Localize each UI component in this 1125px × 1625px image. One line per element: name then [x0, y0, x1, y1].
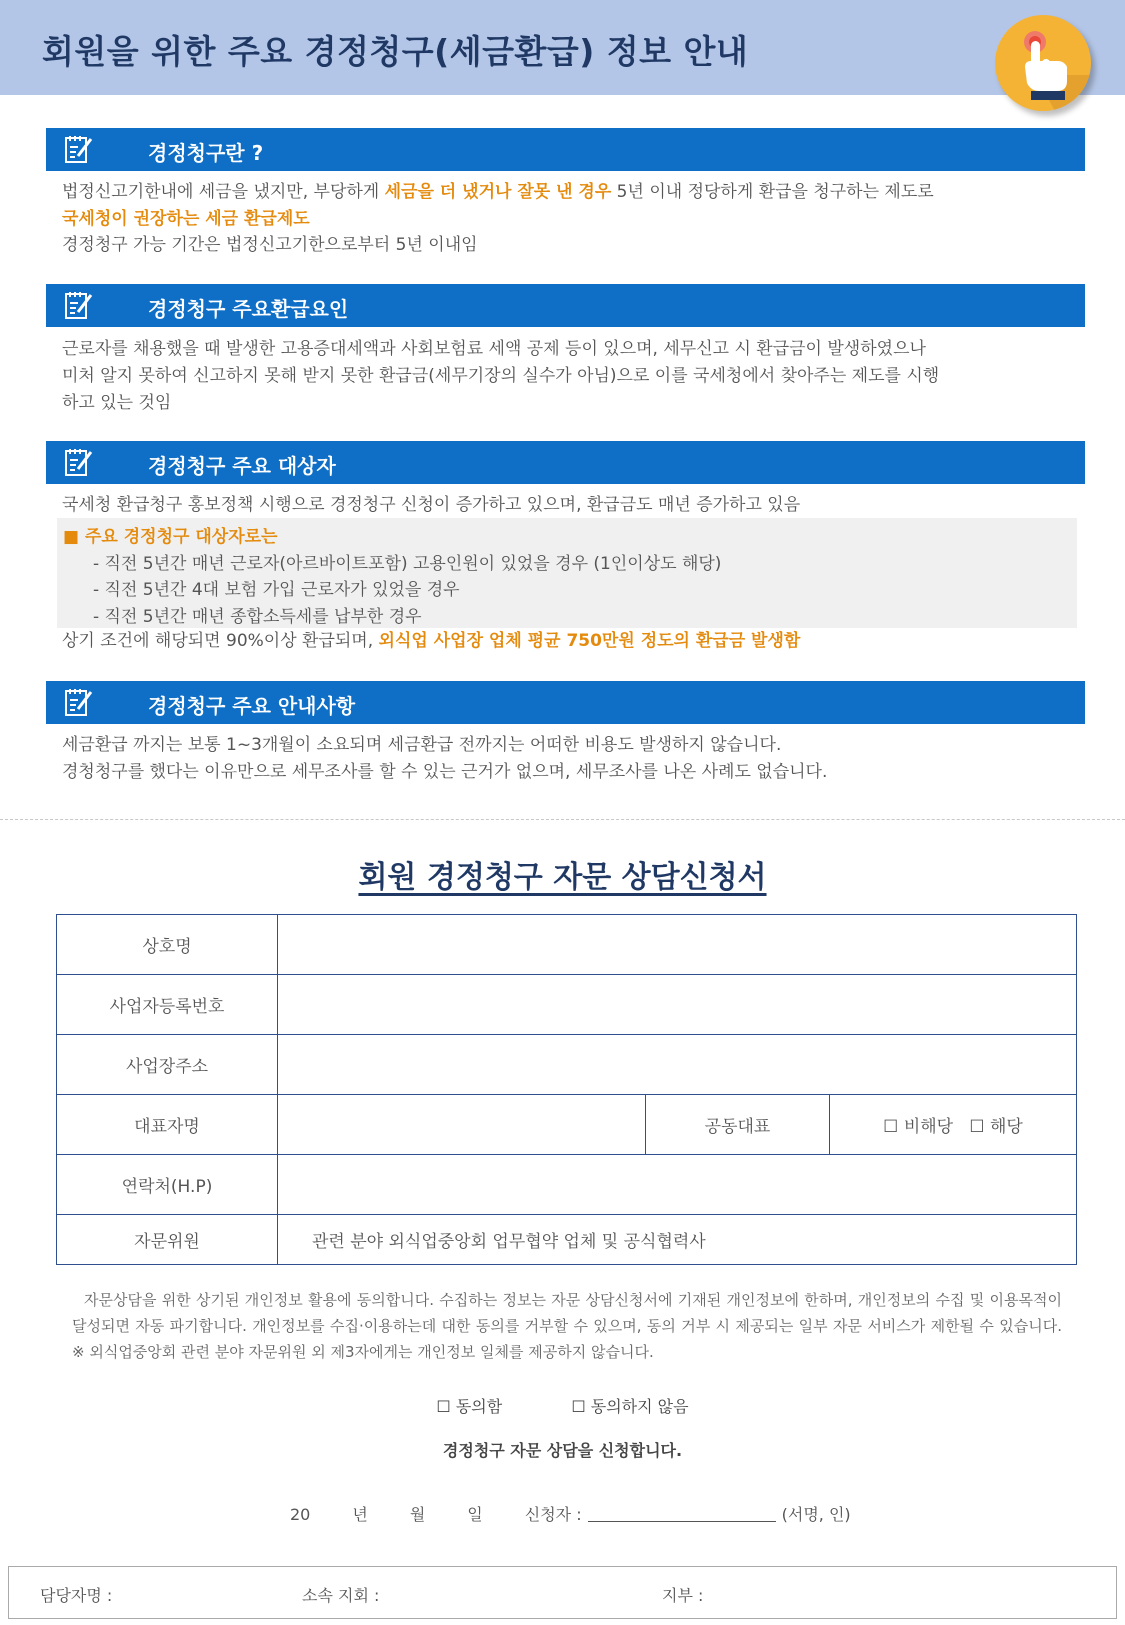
section-text: 국세청 환급청구 홍보정책 시행으로 경정청구 신청이 증가하고 있으며, 환급금도 매년 증가하고 있음: [62, 495, 801, 515]
applicant-label: 신청자 :: [524, 1505, 582, 1524]
apply-statement: 경정청구 자문 상담을 신청합니다.: [442, 1441, 683, 1460]
company-name-field[interactable]: [278, 915, 1077, 975]
signature-field[interactable]: [588, 1521, 776, 1522]
box-title: ■ 주요 경정청구 대상자로는: [63, 527, 278, 547]
label-contact: 연락처(H.P): [57, 1155, 278, 1215]
pointing-hand-icon: [995, 15, 1091, 111]
target-conditions-box: [57, 518, 1077, 628]
section-title: 경정청구 주요 안내사항: [148, 694, 356, 718]
page-header: [0, 0, 1125, 95]
year-label: 년: [352, 1505, 368, 1524]
label-co-representative: 공동대표: [646, 1095, 830, 1155]
business-address-field[interactable]: [278, 1035, 1077, 1095]
section-text: 미처 알지 못하여 신고하지 못해 받지 못한 환급금(세무기장의 실수가 아님)으로 이를 국세청에서 찾아주는 제도를 시행: [62, 366, 940, 386]
section-title: 경정청구 주요환급요인: [148, 297, 349, 321]
consent-text: 자문상담을 위한 상기된 개인정보 활용에 동의합니다. 수집하는 정보는 자문 상담신청서에 기재된 개인정보에 한하며, 개인정보의 수집 및 이용목적이 달성되면 자동 파기합니다. 개인정보를 수집·이용하는데 대한 동의를 거부할 수 있으며, 동의 거부 시 제공되는 일부 자문 서비스가 제한될 수 있습니다. ※ 외식업중앙회 관련 분야 자문위원 외 제3자에게는 개인정보 일체를 제공하지 않습니다.: [72, 1291, 1062, 1361]
sub-branch-label: 지부 :: [662, 1586, 704, 1605]
label-representative: 대표자명: [57, 1095, 278, 1155]
sign-note: (서명, 인): [781, 1505, 851, 1524]
agree-checkbox[interactable]: ☐ 동의함: [436, 1397, 503, 1416]
section-text: [62, 628, 800, 655]
applicable-checkbox[interactable]: ☐ 해당: [969, 1117, 1023, 1137]
not-applicable-checkbox[interactable]: ☐ 비해당: [883, 1117, 954, 1137]
contact-field[interactable]: [278, 1155, 1077, 1215]
section-header-what-is: [46, 128, 1085, 171]
disagree-checkbox[interactable]: ☐ 동의하지 않음: [571, 1397, 689, 1416]
day-label: 일: [467, 1505, 483, 1524]
section-text: 근로자를 채용했을 때 발생한 고용증대세액과 사회보험료 세액 공제 등이 있으며, 세무신고 시 환급금이 발생하였으나: [62, 339, 926, 359]
section-text: 하고 있는 것임: [62, 393, 172, 413]
label-business-reg-no: 사업자등록번호: [57, 975, 278, 1035]
table-row: [57, 1035, 1077, 1095]
branch-label: 소속 지회 :: [302, 1586, 380, 1605]
table-row: [57, 1155, 1077, 1215]
list-item: - 직전 5년간 4대 보험 가입 근로자가 있었을 경우: [93, 580, 460, 600]
list-item: - 직전 5년간 매년 종합소득세를 납부한 경우: [93, 607, 422, 627]
advisor-value: 관련 분야 외식업중앙회 업무협약 업체 및 공식협력사: [278, 1215, 1077, 1265]
section-header-refund-factors: [46, 284, 1085, 327]
label-business-address: 사업장주소: [57, 1035, 278, 1095]
business-reg-no-field[interactable]: [278, 975, 1077, 1035]
text-run: 상기 조건에 해당되면 90%이상 환급되며,: [62, 631, 379, 651]
month-label: 월: [409, 1505, 426, 1524]
text-run: 5년 이내 정당하게 환급을 청구하는 제도로: [611, 182, 934, 202]
form-title: [0, 852, 1125, 896]
co-representative-options: [830, 1095, 1077, 1155]
representative-field[interactable]: [278, 1095, 646, 1155]
section-text: 경청청구를 했다는 이유만으로 세무조사를 할 수 있는 근거가 없으며, 세무조사를 나온 사례도 없습니다.: [62, 762, 828, 782]
table-row: [57, 915, 1077, 975]
section-title: 경정청구 주요 대상자: [148, 454, 336, 478]
staff-footer-box: [8, 1566, 1117, 1619]
year-prefix: 20: [290, 1505, 311, 1524]
divider: [0, 819, 1125, 820]
manager-label: 담당자명 :: [40, 1586, 113, 1605]
table-row: [57, 975, 1077, 1035]
consent-options: [0, 1394, 1125, 1417]
section-header-notices: [46, 681, 1085, 724]
date-signature-line: [290, 1502, 851, 1525]
notepad-edit-icon: [63, 133, 95, 165]
highlight-text: 외식업 사업장 업체 평균 750만원 정도의 환급금 발생함: [378, 631, 801, 651]
label-company-name: 상호명: [57, 915, 278, 975]
notepad-edit-icon: [63, 289, 95, 321]
table-row: [57, 1215, 1077, 1265]
label-advisor: 자문위원: [57, 1215, 278, 1265]
highlight-text: 세금을 더 냈거나 잘못 낸 경우: [384, 182, 612, 202]
section-text: 경정청구 가능 기간은 법정신고기한으로부터 5년 이내임: [62, 235, 478, 255]
text-run: 법정신고기한내에 세금을 냈지만, 부당하게: [62, 182, 385, 202]
form-title-text: 회원 경정청구 자문 상담신청서: [358, 860, 767, 895]
page-title: 회원을 위한 주요 경정청구(세금환급) 정보 안내: [42, 32, 749, 71]
notepad-edit-icon: [63, 446, 95, 478]
table-row: [57, 1095, 1077, 1155]
application-form-table: [56, 914, 1077, 1265]
highlight-text: 국세청이 권장하는 세금 환급제도: [62, 209, 310, 229]
notepad-edit-icon: [63, 686, 95, 718]
section-header-targets: [46, 441, 1085, 484]
section-text: 세금환급 까지는 보통 1~3개월이 소요되며 세금환급 전까지는 어떠한 비용도 발생하지 않습니다.: [62, 735, 782, 755]
list-item: - 직전 5년간 매년 근로자(아르바이트포함) 고용인원이 있었을 경우 (1인이상도 해당): [93, 554, 722, 574]
section-text: [62, 179, 934, 206]
section-title: 경정청구란 ?: [148, 141, 264, 165]
